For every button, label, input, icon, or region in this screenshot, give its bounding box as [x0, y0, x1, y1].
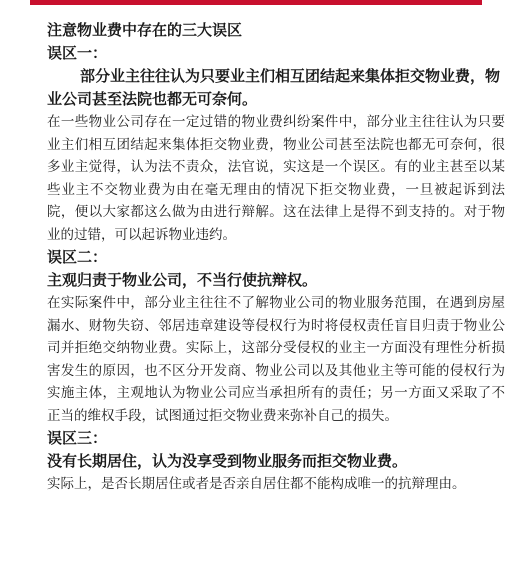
article — [47, 18, 505, 496]
section-2-heading: 误区二： — [47, 248, 108, 266]
section-2-body: 在实际案件中，部分业主往往不了解物业公司的物业服务范围，在遇到房屋漏水、财物失窃、邻居违章建设等侵权行为时将侵权责任盲目归责于物业公司并拒绝交纳物业费。实际上，这部分受侵权的业主一方面没有理性分析损害发生的原因，也不区分开发商、物业公司以及其他业主等可能的侵权行为实施主体，主观地认为物业公司应当承担所有的责任；另一方面又采取了不正当的维权手段，试图通过拒交物业费来弥补自己的损失。 — [47, 295, 505, 424]
section-3-heading: 误区三： — [47, 429, 108, 447]
top-accent-bar — [30, 0, 482, 5]
section-3-claim: 没有长期居住，认为没享受到物业服务而拒交物业费。 — [47, 452, 408, 470]
section-2-claim: 主观归责于物业公司，不当行使抗辩权。 — [47, 271, 318, 289]
article-title: 注意物业费中存在的三大误区 — [47, 21, 243, 39]
section-1-claim: 部分业主往往认为只要业主们相互团结起来集体拒交物业费，物业公司甚至法院也都无可奈何。 — [47, 67, 501, 108]
section-1-heading: 误区一： — [47, 44, 108, 62]
section-3-body: 实际上，是否长期居住或者是否亲自居住都不能构成唯一的抗辩理由。 — [47, 476, 466, 492]
section-1-body: 在一些物业公司存在一定过错的物业费纠纷案件中，部分业主往往认为只要业主们相互团结起来集体拒交物业费，物业公司甚至法院也都无可奈何，很多业主觉得，认为法不责众，法官说，实这是一个误区。有的业主甚至以某些业主不交物业费为由在毫无理由的情况下拒交物业费，一旦被起诉到法院，便以大家都这么做为由进行辩解。这在法律上是得不到支持的。对于物业的过错，可以起诉物业违约。 — [47, 114, 505, 243]
